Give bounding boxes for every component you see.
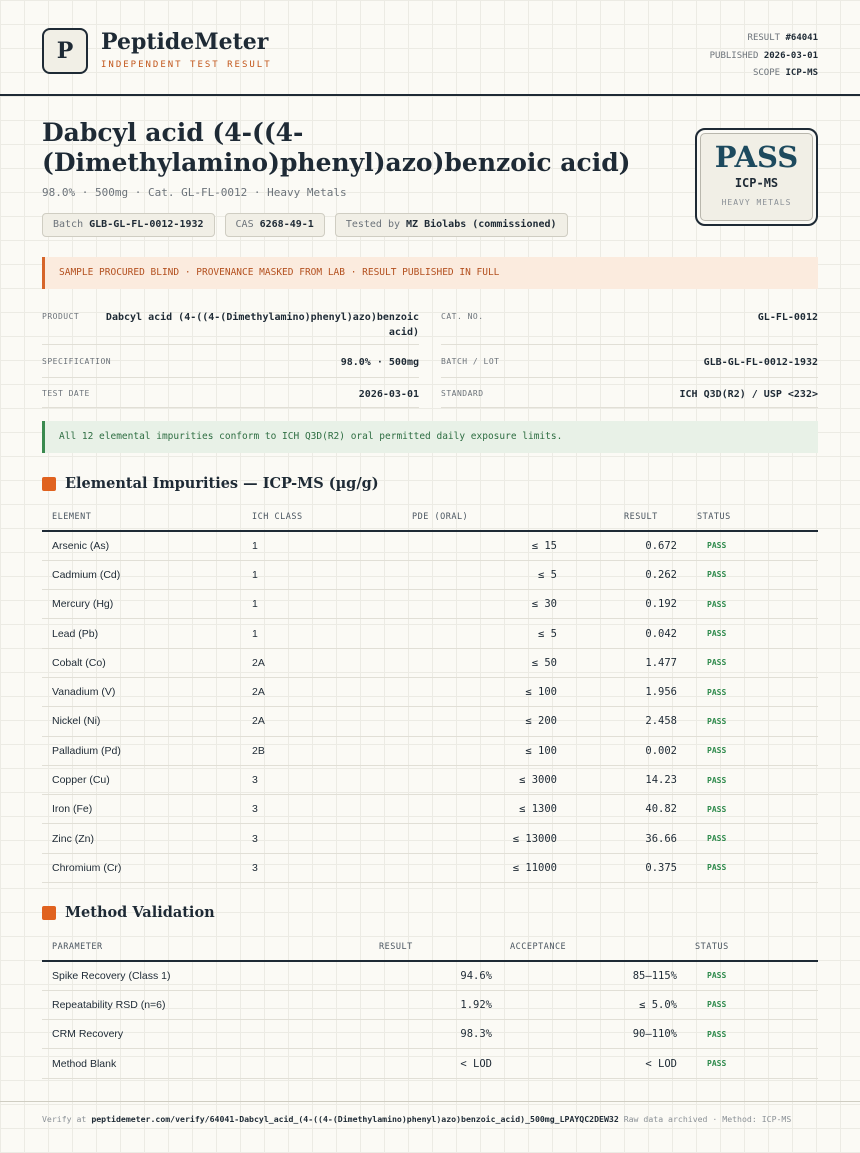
element-cell: Cobalt (Co) bbox=[42, 648, 242, 677]
info-value: 2026-03-01 bbox=[358, 389, 419, 400]
acceptance-cell: 85–115% bbox=[502, 961, 687, 990]
element-cell: Vanadium (V) bbox=[42, 677, 242, 706]
verify-label: Verify at bbox=[42, 1114, 87, 1124]
report-meta bbox=[710, 30, 818, 83]
pde-cell: ≤ 100 bbox=[402, 736, 567, 765]
info-label: BATCH / LOT bbox=[441, 357, 500, 366]
col-pde: PDE (ORAL) bbox=[402, 503, 567, 531]
class-cell: 1 bbox=[242, 531, 402, 560]
blind-procurement-banner: SAMPLE PROCURED BLIND · PROVENANCE MASKED FROM LAB · RESULT PUBLISHED IN FULL bbox=[42, 257, 818, 289]
result-cell: 0.262 bbox=[567, 560, 687, 589]
info-value: 98.0% · 500mg bbox=[340, 357, 419, 368]
info-label: PRODUCT bbox=[42, 312, 80, 321]
col-result: RESULT bbox=[567, 503, 687, 531]
result-cell: 0.002 bbox=[567, 736, 687, 765]
impurities-table bbox=[42, 503, 818, 883]
info-batch bbox=[441, 345, 818, 378]
result-cell: < LOD bbox=[302, 1049, 502, 1078]
result-cell: 14.23 bbox=[567, 765, 687, 794]
class-cell: 3 bbox=[242, 795, 402, 824]
status-cell: PASS bbox=[687, 677, 818, 706]
info-value: ICH Q3D(R2) / USP <232> bbox=[679, 389, 818, 400]
batch-chip: Batch GLB-GL-FL-0012-1932 bbox=[42, 213, 215, 237]
class-cell: 1 bbox=[242, 560, 402, 589]
class-cell: 3 bbox=[242, 853, 402, 882]
chip-row bbox=[42, 213, 568, 237]
table-row bbox=[42, 853, 818, 882]
result-cell: 0.042 bbox=[567, 619, 687, 648]
parameter-cell: CRM Recovery bbox=[42, 1020, 302, 1049]
status-cell: PASS bbox=[687, 853, 818, 882]
table-header-row bbox=[42, 503, 818, 531]
table-row bbox=[42, 824, 818, 853]
element-cell: Arsenic (As) bbox=[42, 531, 242, 560]
badge-method: ICP-MS bbox=[734, 176, 779, 190]
element-cell: Zinc (Zn) bbox=[42, 824, 242, 853]
badge-category: HEAVY METALS bbox=[721, 198, 792, 207]
status-cell: PASS bbox=[687, 1020, 818, 1049]
result-cell: 2.458 bbox=[567, 707, 687, 736]
class-cell: 2A bbox=[242, 648, 402, 677]
badge-verdict: PASS bbox=[714, 140, 799, 174]
class-cell: 3 bbox=[242, 824, 402, 853]
archive-note: Raw data archived · Method: ICP-MS bbox=[623, 1114, 792, 1124]
pde-cell: ≤ 1300 bbox=[402, 795, 567, 824]
pde-cell: ≤ 13000 bbox=[402, 824, 567, 853]
status-cell: PASS bbox=[687, 590, 818, 619]
element-cell: Chromium (Cr) bbox=[42, 853, 242, 882]
parameter-cell: Repeatability RSD (n=6) bbox=[42, 990, 302, 1019]
col-element: ELEMENT bbox=[42, 503, 242, 531]
result-cell: 0.375 bbox=[567, 853, 687, 882]
table-header-row bbox=[42, 933, 818, 961]
parameter-cell: Spike Recovery (Class 1) bbox=[42, 961, 302, 990]
info-catno bbox=[441, 305, 818, 345]
report-footer bbox=[0, 1101, 860, 1136]
status-cell: PASS bbox=[687, 795, 818, 824]
meta-result: RESULT #64041 bbox=[747, 33, 818, 43]
status-cell: PASS bbox=[687, 707, 818, 736]
status-cell: PASS bbox=[687, 560, 818, 589]
acceptance-cell: < LOD bbox=[502, 1049, 687, 1078]
pde-cell: ≤ 15 bbox=[402, 531, 567, 560]
status-cell: PASS bbox=[687, 961, 818, 990]
result-cell: 40.82 bbox=[567, 795, 687, 824]
col-status: STATUS bbox=[687, 503, 818, 531]
status-cell: PASS bbox=[687, 736, 818, 765]
element-cell: Nickel (Ni) bbox=[42, 707, 242, 736]
class-cell: 3 bbox=[242, 765, 402, 794]
info-test-date bbox=[42, 378, 419, 408]
section-marker-icon bbox=[42, 906, 56, 920]
table-row bbox=[42, 707, 818, 736]
conformance-banner: All 12 elemental impurities conform to ICH Q3D(R2) oral permitted daily exposure limits. bbox=[42, 421, 818, 453]
table-row bbox=[42, 736, 818, 765]
table-row bbox=[42, 619, 818, 648]
element-cell: Cadmium (Cd) bbox=[42, 560, 242, 589]
parameter-cell: Method Blank bbox=[42, 1049, 302, 1078]
brand-tagline: INDEPENDENT TEST RESULT bbox=[101, 60, 272, 70]
table-row bbox=[42, 961, 818, 990]
pde-cell: ≤ 100 bbox=[402, 677, 567, 706]
class-cell: 1 bbox=[242, 619, 402, 648]
pde-cell: ≤ 5 bbox=[402, 560, 567, 589]
info-value: GL-FL-0012 bbox=[757, 312, 818, 323]
table-row bbox=[42, 677, 818, 706]
pde-cell: ≤ 3000 bbox=[402, 765, 567, 794]
impurities-section-title bbox=[42, 475, 379, 492]
result-cell: 36.66 bbox=[567, 824, 687, 853]
col-acceptance: ACCEPTANCE bbox=[502, 933, 687, 961]
status-cell: PASS bbox=[687, 765, 818, 794]
meta-published: PUBLISHED 2026-03-01 bbox=[709, 50, 818, 61]
table-row bbox=[42, 765, 818, 794]
meta-scope: SCOPE ICP-MS bbox=[752, 68, 818, 78]
info-specification bbox=[42, 345, 419, 378]
info-product bbox=[42, 305, 419, 345]
product-title: Dabcyl acid (4-((4-(Dimethylamino)phenyl)azo)benzoic acid) bbox=[42, 118, 631, 177]
table-row bbox=[42, 648, 818, 677]
col-status: STATUS bbox=[687, 933, 818, 961]
cas-chip: CAS 6268-49-1 bbox=[225, 213, 325, 237]
acceptance-cell: 90–110% bbox=[502, 1020, 687, 1049]
verify-link[interactable]: peptidemeter.com/verify/64041-Dabcyl_acid_(4-((4-(Dimethylamino)phenyl)azo)benzoic_acid)_500mg_LPAYQC2DEW32 bbox=[91, 1114, 619, 1124]
col-class: ICH CLASS bbox=[242, 503, 402, 531]
info-standard bbox=[441, 378, 818, 408]
acceptance-cell: ≤ 5.0% bbox=[502, 990, 687, 1019]
info-label: STANDARD bbox=[441, 389, 484, 398]
result-cell: 0.192 bbox=[567, 590, 687, 619]
section-marker-icon bbox=[42, 477, 56, 491]
result-cell: 0.672 bbox=[567, 531, 687, 560]
class-cell: 1 bbox=[242, 590, 402, 619]
status-cell: PASS bbox=[687, 990, 818, 1019]
validation-table bbox=[42, 933, 818, 1079]
validation-section-title bbox=[42, 904, 215, 921]
result-cell: 1.477 bbox=[567, 648, 687, 677]
pde-cell: ≤ 50 bbox=[402, 648, 567, 677]
result-cell: 94.6% bbox=[302, 961, 502, 990]
status-cell: PASS bbox=[687, 619, 818, 648]
result-cell: 1.956 bbox=[567, 677, 687, 706]
info-label: TEST DATE bbox=[42, 389, 90, 398]
status-cell: PASS bbox=[687, 648, 818, 677]
result-cell: 1.92% bbox=[302, 990, 502, 1019]
element-cell: Copper (Cu) bbox=[42, 765, 242, 794]
info-value: GLB-GL-FL-0012-1932 bbox=[703, 357, 818, 368]
element-cell: Lead (Pb) bbox=[42, 619, 242, 648]
pass-badge bbox=[695, 128, 818, 226]
status-cell: PASS bbox=[687, 824, 818, 853]
section-title-text: Elemental Impurities — ICP-MS (µg/g) bbox=[65, 475, 379, 492]
status-cell: PASS bbox=[687, 1049, 818, 1078]
table-row bbox=[42, 531, 818, 560]
info-label: CAT. NO. bbox=[441, 312, 484, 321]
table-row bbox=[42, 1049, 818, 1078]
table-row bbox=[42, 1020, 818, 1049]
element-cell: Palladium (Pd) bbox=[42, 736, 242, 765]
result-cell: 98.3% bbox=[302, 1020, 502, 1049]
element-cell: Mercury (Hg) bbox=[42, 590, 242, 619]
class-cell: 2A bbox=[242, 677, 402, 706]
report-header bbox=[0, 0, 860, 96]
product-subtitle: 98.0% · 500mg · Cat. GL-FL-0012 · Heavy Metals bbox=[42, 186, 347, 199]
table-row bbox=[42, 990, 818, 1019]
status-cell: PASS bbox=[687, 531, 818, 560]
pde-cell: ≤ 30 bbox=[402, 590, 567, 619]
brand-name: PeptideMeter bbox=[101, 29, 269, 55]
class-cell: 2B bbox=[242, 736, 402, 765]
class-cell: 2A bbox=[242, 707, 402, 736]
pde-cell: ≤ 5 bbox=[402, 619, 567, 648]
info-label: SPECIFICATION bbox=[42, 357, 112, 366]
table-row bbox=[42, 560, 818, 589]
col-parameter: PARAMETER bbox=[42, 933, 302, 961]
table-row bbox=[42, 795, 818, 824]
pde-cell: ≤ 11000 bbox=[402, 853, 567, 882]
pde-cell: ≤ 200 bbox=[402, 707, 567, 736]
section-title-text: Method Validation bbox=[65, 904, 215, 921]
col-result: RESULT bbox=[302, 933, 502, 961]
table-row bbox=[42, 590, 818, 619]
logo-icon: P bbox=[42, 28, 88, 74]
tested-by-chip: Tested by MZ Biolabs (commissioned) bbox=[335, 213, 568, 237]
element-cell: Iron (Fe) bbox=[42, 795, 242, 824]
info-value: Dabcyl acid (4-((4-(Dimethylamino)phenyl)azo)benzoic acid) bbox=[105, 312, 419, 338]
